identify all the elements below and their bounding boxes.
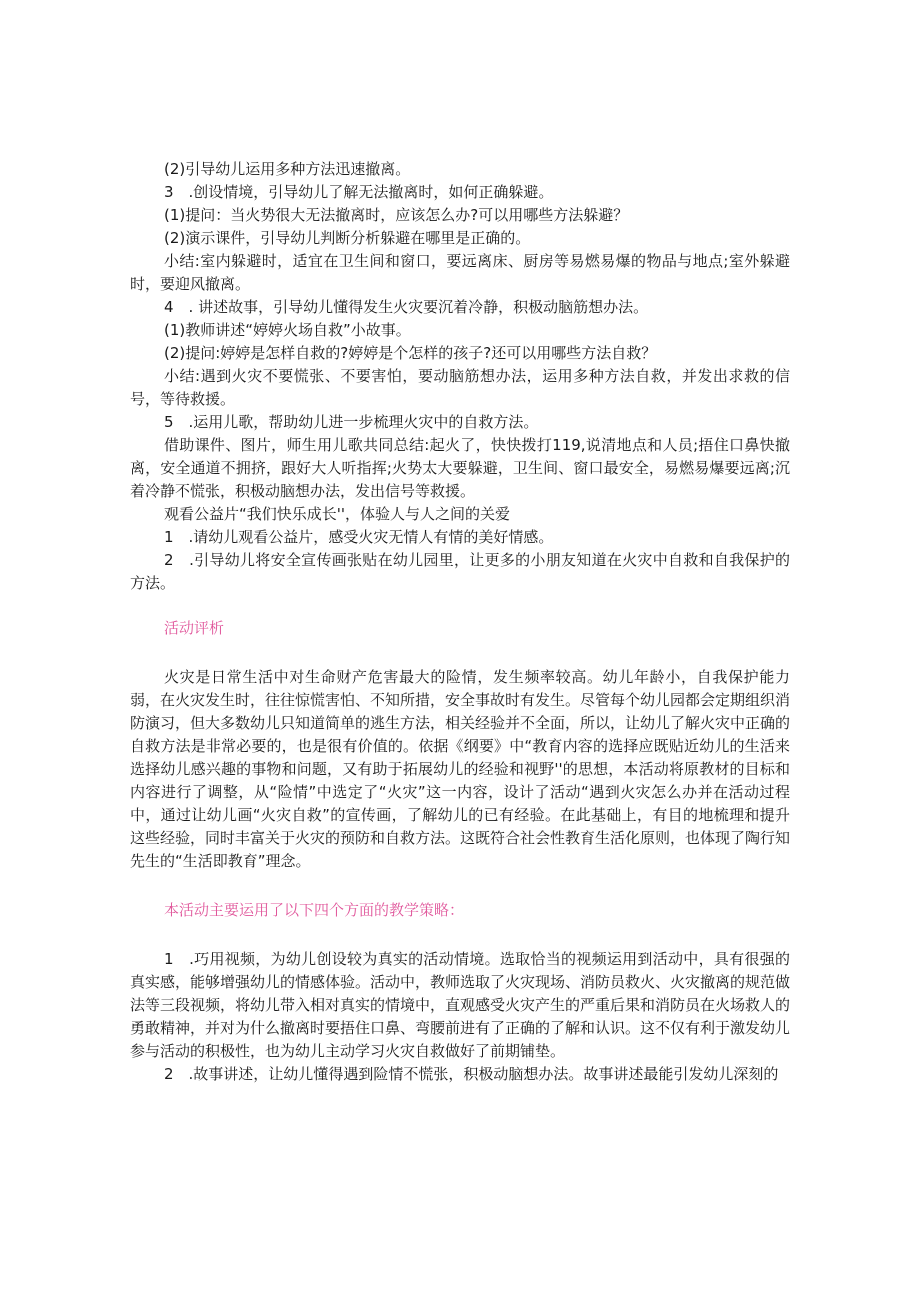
step-heading: 3 .创设情境，引导幼儿了解无法撤离时，如何正确躲避。 [164,183,554,201]
summary-paragraph: 小结:室内躲避时，适宜在卫生间和窗口，要远离床、厨房等易燃易爆的物品与地点;室外躲避时，要迎风撤离。 [130,252,790,293]
step-line: (2)引导幼儿运用多种方法迅速撤离。 [164,160,411,178]
summary-paragraph: 小结:遇到火灾不要慌张、不要害怕，要动脑筋想办法，运用多种方法自救，并发出求救的信号，等待救援。 [130,367,790,408]
step-heading: 5 .运用儿歌，帮助幼儿进一步梳理火灾中的自救方法。 [164,413,539,431]
strategy-paragraph: 1 .巧用视频，为幼儿创设较为真实的活动情境。选取恰当的视频运用到活动中，具有很强的真实感，能够增强幼儿的情感体验。活动中，教师选取了火灾现场、消防员救火、火灾撤离的规范做法等三段视频，将幼儿带入相对真实的情境中，直观感受火灾产生的严重后果和消防员在火场救人的勇敢精神，并对为什么撤离时要捂住口鼻、弯腰前进有了正确的了解和认识。这不仅有利于激发幼儿参与活动的积极性，也为幼儿主动学习火灾自救做好了前期铺垫。 [130,950,791,1060]
document-body [130,158,790,1086]
song-paragraph: 借助课件、图片，师生用儿歌共同总结:起火了，快快拨打119,说清地点和人员;捂住口鼻快撤离，安全通道不拥挤，跟好大人听指挥;火势太大要躲避，卫生间、窗口最安全，易燃易爆要远离;沉着冷静不慌张，积极动脑想办法，发出信号等救援。 [130,436,790,500]
step-line: (2)演示课件，引导幼儿判断分析躲避在哪里是正确的。 [164,229,531,247]
extension-line: 观看公益片“我们快乐成长''，体验人与人之间的关爱 [164,505,511,523]
step-line: 1 .请幼儿观看公益片，感受火灾无情人有情的美好情感。 [164,528,554,546]
step-line: (1)提问：当火势很大无法撤离时，应该怎么办?可以用哪些方法躲避？ [164,206,629,224]
section-heading-evaluation: 活动评析 [164,619,225,637]
section-heading-strategies: 本活动主要运用了以下四个方面的教学策略： [164,901,465,919]
step-line: (2)提问:婷婷是怎样自救的?婷婷是个怎样的孩子?还可以用哪些方法自救？ [164,344,657,362]
step-heading: 4 . 讲述故事，引导幼儿懂得发生火灾要沉着冷静，积极动脑筋想办法。 [164,298,649,316]
step-paragraph: 2 .引导幼儿将安全宣传画张贴在幼儿园里，让更多的小朋友知道在火灾中自救和自我保护的方法。 [130,551,790,592]
strategy-paragraph: 2 .故事讲述，让幼儿懂得遇到险情不慌张，积极动脑想办法。故事讲述最能引发幼儿深刻的 [164,1065,779,1083]
evaluation-paragraph: 火灾是日常生活中对生命财产危害最大的险情，发生频率较高。幼儿年龄小，自我保护能力弱，在火灾发生时，往往惊慌害怕、不知所措，安全事故时有发生。尽管每个幼儿园都会定期组织消防演习，但大多数幼儿只知道简单的逃生方法，相关经验并不全面，所以，让幼儿了解火灾中正确的自救方法是非常必要的，也是很有价值的。依据《纲要》中“教育内容的选择应既贴近幼儿的生活来选择幼儿感兴趣的事物和问题，又有助于拓展幼儿的经验和视野''的思想，本活动将原教材的目标和内容进行了调整，从“险情”中选定了“火灾”这一内容，设计了活动“遇到火灾怎么办并在活动过程中，通过让幼儿画“火灾自救”的宣传画，了解幼儿的已有经验。在此基础上，有目的地梳理和提升这些经验，同时丰富关于火灾的预防和自救方法。这既符合社会性教育生活化原则，也体现了陶行知先生的“生活即教育”理念。 [130,668,791,870]
step-line: (1)教师讲述“婷婷火场自救”小故事。 [164,321,411,339]
